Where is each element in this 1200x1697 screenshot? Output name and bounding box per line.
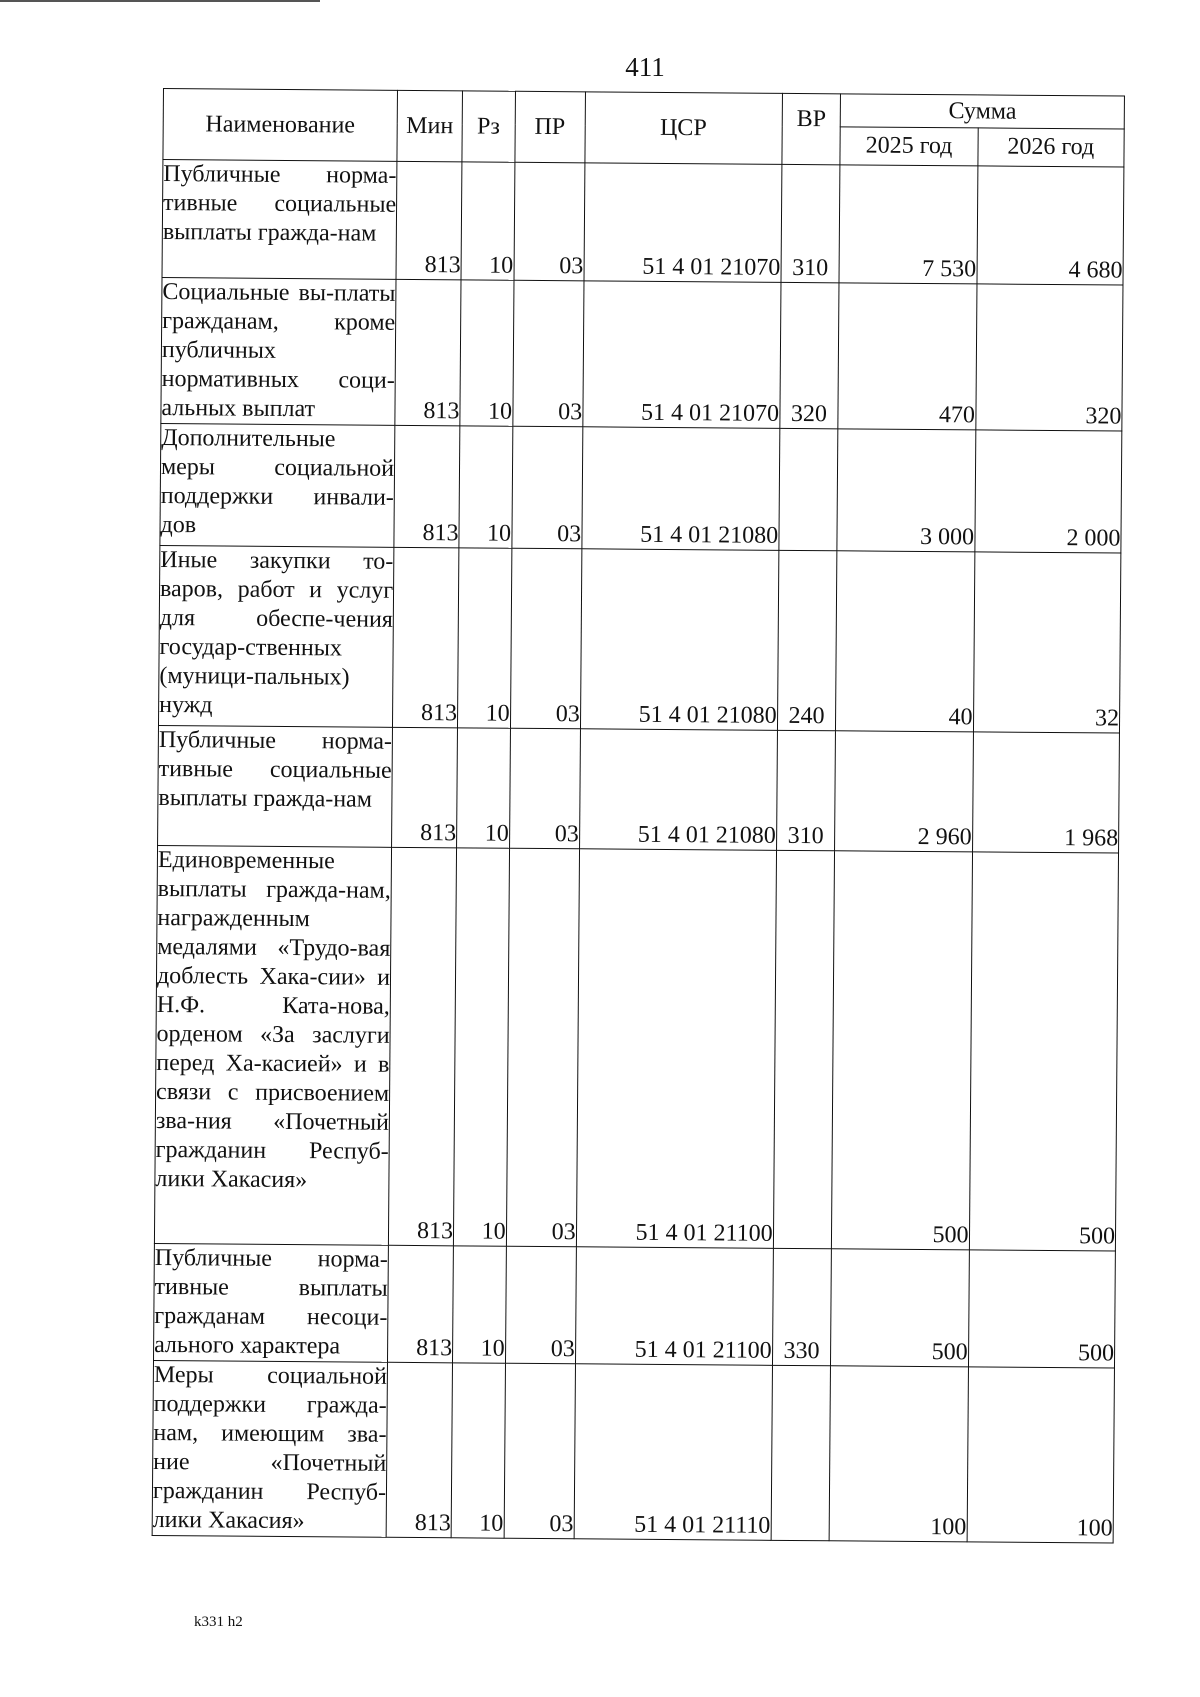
row-pr: 03 bbox=[510, 548, 582, 729]
table-row bbox=[161, 277, 1123, 431]
row-vr bbox=[773, 850, 835, 1248]
row-vr bbox=[779, 428, 839, 550]
row-csr: 51 4 01 21110 bbox=[574, 1364, 772, 1541]
row-csr: 51 4 01 21080 bbox=[582, 427, 780, 551]
row-2025: 100 bbox=[830, 1366, 968, 1542]
row-min: 813 bbox=[393, 547, 459, 728]
row-2025: 7 530 bbox=[839, 165, 977, 284]
header-row-1 bbox=[163, 89, 1124, 130]
header-rz: Рз bbox=[462, 91, 515, 162]
table-row bbox=[152, 1360, 1114, 1543]
row-name: Дополнительные меры социальной поддержки инвали-дов bbox=[160, 423, 395, 547]
row-rz: 10 bbox=[453, 1246, 506, 1363]
row-vr: 310 bbox=[776, 730, 836, 850]
budget-table bbox=[152, 88, 1125, 1544]
row-min: 813 bbox=[396, 161, 462, 280]
row-vr: 310 bbox=[781, 164, 841, 282]
row-vr bbox=[771, 1365, 831, 1540]
row-pr: 03 bbox=[506, 848, 579, 1247]
row-vr: 330 bbox=[772, 1248, 832, 1365]
row-name: Публичные норма-тивные социальные выплаты гражда-нам bbox=[162, 160, 397, 280]
row-rz: 10 bbox=[457, 728, 511, 848]
row-csr: 51 4 01 21070 bbox=[583, 281, 781, 429]
header-vr: ВР bbox=[782, 93, 841, 164]
row-min: 813 bbox=[392, 727, 458, 848]
row-csr: 51 4 01 21070 bbox=[584, 163, 782, 283]
row-rz: 10 bbox=[451, 1363, 505, 1538]
row-2026: 1 968 bbox=[972, 732, 1119, 853]
row-name: Меры социальной поддержки гражда-нам, имеющим зва-ние «Почетный гражданин Респуб-лики Хакасия» bbox=[152, 1360, 387, 1537]
table-row bbox=[160, 423, 1122, 553]
row-2026: 100 bbox=[967, 1367, 1115, 1543]
row-min: 813 bbox=[395, 279, 461, 426]
row-pr: 03 bbox=[505, 1246, 576, 1364]
row-csr: 51 4 01 21080 bbox=[579, 729, 777, 851]
row-vr: 240 bbox=[777, 550, 837, 730]
row-2026: 2 000 bbox=[974, 430, 1121, 553]
table-row bbox=[154, 845, 1118, 1251]
row-rz: 10 bbox=[457, 548, 511, 728]
row-2026: 500 bbox=[968, 1250, 1115, 1368]
table-row bbox=[158, 725, 1120, 853]
header-csr: ЦСР bbox=[585, 92, 782, 165]
row-csr: 51 4 01 21080 bbox=[580, 549, 778, 731]
table-row bbox=[154, 1243, 1116, 1368]
footer-code: k331 h2 bbox=[194, 1614, 243, 1630]
row-rz: 10 bbox=[459, 426, 513, 548]
row-name: Социальные вы-платы гражданам, кроме публичных нормативных соци-альных выплат bbox=[161, 277, 396, 425]
header-pr: ПР bbox=[515, 91, 586, 163]
header-name: Наименование bbox=[163, 89, 398, 162]
row-rz: 10 bbox=[461, 162, 515, 280]
row-2026: 500 bbox=[969, 852, 1119, 1251]
page-number: 411 bbox=[625, 52, 665, 82]
row-name: Иные закупки то-варов, работ и услуг для обеспе-чения государ-ственных (муници-пальных) нужд bbox=[158, 545, 393, 727]
header-min: Мин bbox=[397, 90, 463, 162]
header-2025: 2025 год bbox=[840, 127, 977, 166]
table-row bbox=[162, 160, 1124, 286]
row-min: 813 bbox=[394, 425, 460, 548]
top-rule bbox=[0, 0, 320, 2]
row-pr: 03 bbox=[511, 426, 582, 549]
row-min: 813 bbox=[386, 1362, 452, 1538]
row-vr: 320 bbox=[779, 282, 839, 428]
row-pr: 03 bbox=[504, 1363, 575, 1539]
row-rz: 10 bbox=[453, 848, 509, 1246]
row-2025: 40 bbox=[836, 551, 975, 732]
row-pr: 03 bbox=[512, 280, 583, 427]
row-2025: 500 bbox=[831, 1249, 969, 1367]
row-2026: 32 bbox=[973, 552, 1121, 733]
row-name: Публичные норма-тивные социальные выплаты гражда-нам bbox=[158, 725, 393, 847]
row-2025: 2 960 bbox=[835, 731, 973, 852]
row-csr: 51 4 01 21100 bbox=[575, 1247, 773, 1366]
row-2026: 320 bbox=[975, 284, 1123, 431]
row-pr: 03 bbox=[509, 728, 580, 849]
table-body bbox=[152, 160, 1124, 1544]
row-2025: 3 000 bbox=[837, 429, 975, 552]
table-row bbox=[158, 545, 1120, 733]
row-pr: 03 bbox=[514, 162, 585, 281]
row-2025: 500 bbox=[832, 851, 972, 1250]
row-csr: 51 4 01 21100 bbox=[576, 849, 776, 1249]
header-2026: 2026 год bbox=[977, 128, 1124, 167]
row-min: 813 bbox=[388, 1245, 454, 1363]
row-2025: 470 bbox=[838, 283, 976, 430]
row-rz: 10 bbox=[460, 280, 514, 426]
header-sum: Сумма bbox=[841, 94, 1125, 129]
page-number-wrap bbox=[0, 52, 1200, 83]
row-2026: 4 680 bbox=[977, 166, 1124, 285]
row-name: Единовременные выплаты гражда-нам, награжденным медалями «Трудо-вая доблесть Хака-сии» и Н.Ф. Ката-нова, орденом «За заслуги перед Ха-касией» и в связи с присвоением зва-ния «Почетный гражданин Респуб-лики Хакасия» bbox=[154, 845, 391, 1245]
row-min: 813 bbox=[388, 847, 456, 1245]
row-name: Публичные норма-тивные выплаты гражданам несоци-ального характера bbox=[154, 1243, 389, 1362]
